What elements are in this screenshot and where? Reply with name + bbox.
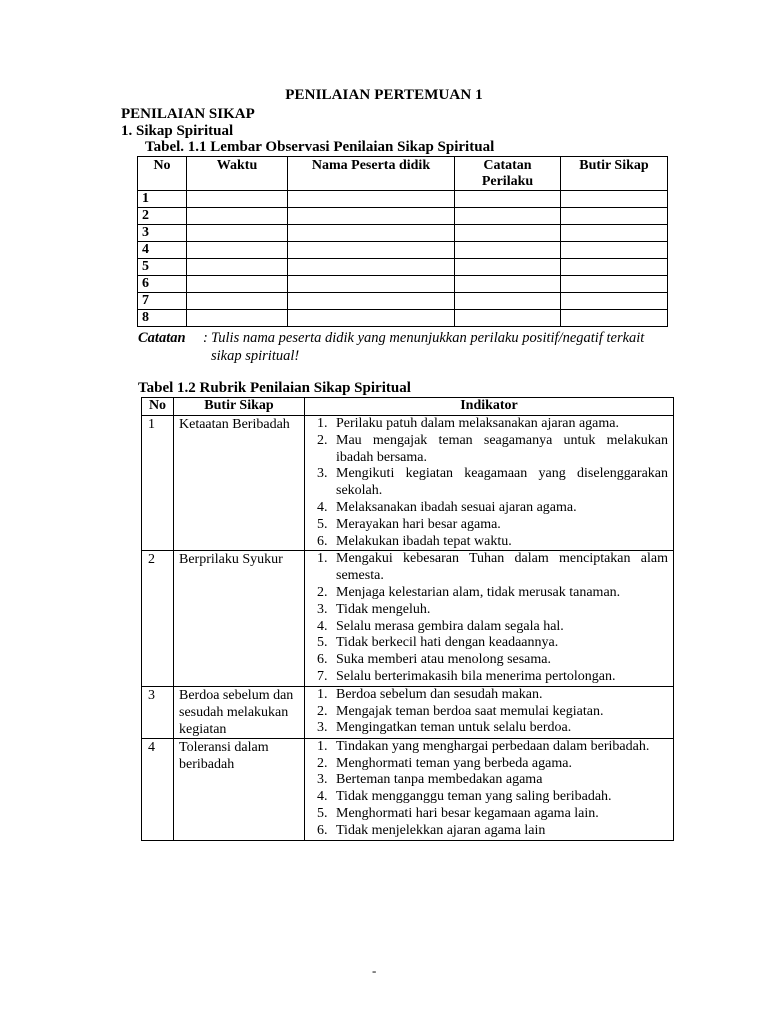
table-row — [138, 259, 668, 276]
indikator-item: 4. Tidak mengganggu teman yang saling beribadah. — [331, 789, 668, 806]
table-row — [138, 225, 668, 242]
cell-waktu — [187, 208, 288, 225]
table1-caption: Tabel. 1.1 Lembar Observasi Penilaian Sikap Spiritual — [145, 139, 495, 155]
header-nama-peserta: Nama Peserta didik — [288, 157, 455, 191]
indikator-cell — [305, 738, 674, 840]
indikator-item: 6. Suka memberi atau menolong sesama. — [331, 652, 668, 669]
indikator-item: 3. Tidak mengeluh. — [331, 602, 668, 619]
cell-nama — [288, 191, 455, 208]
cell-butir — [561, 208, 668, 225]
cell-nama — [288, 310, 455, 327]
header-catatan-line1: Catatan — [483, 158, 532, 173]
row-number: 4 — [138, 242, 187, 259]
indikator-list — [311, 739, 668, 840]
cell-butir — [561, 259, 668, 276]
indikator-item: 2. Mengajak teman berdoa saat memulai kegiatan. — [331, 704, 668, 721]
row-number: 1 — [138, 191, 187, 208]
table-row — [142, 686, 674, 738]
indikator-cell — [305, 416, 674, 551]
cell-nama — [288, 208, 455, 225]
indikator-item: 2. Menghormati teman yang berbeda agama. — [331, 756, 668, 773]
cell-butir — [561, 276, 668, 293]
row-number: 3 — [138, 225, 187, 242]
table-row — [138, 276, 668, 293]
cell-butir — [561, 310, 668, 327]
indikator-item: 2. Menjaga kelestarian alam, tidak merusak tanaman. — [331, 585, 668, 602]
observation-table — [137, 156, 668, 327]
row-number: 6 — [138, 276, 187, 293]
cell-butir — [561, 242, 668, 259]
page-title: PENILAIAN PERTEMUAN 1 — [285, 87, 483, 103]
butir-sikap-cell: Berdoa sebelum dan sesudah melakukan kegiatan — [174, 686, 305, 738]
cell-catatan — [455, 276, 561, 293]
indikator-item: 1. Tindakan yang menghargai perbedaan dalam beribadah. — [331, 739, 668, 756]
cell-nama — [288, 225, 455, 242]
cell-waktu — [187, 276, 288, 293]
indikator-item: 5. Menghormati hari besar kegamaan agama lain. — [331, 806, 668, 823]
row-number: 8 — [138, 310, 187, 327]
indikator-item: 7. Selalu berterimakasih bila menerima pertolongan. — [331, 669, 668, 686]
note-text-line1: Tulis nama peserta didik yang menunjukkan perilaku positif/negatif terkait — [211, 330, 645, 346]
cell-nama — [288, 242, 455, 259]
row-number: 2 — [138, 208, 187, 225]
indikator-cell — [305, 686, 674, 738]
row-number: 5 — [138, 259, 187, 276]
note-colon: : — [203, 330, 208, 346]
cell-catatan — [455, 242, 561, 259]
header-catatan-perilaku — [455, 157, 561, 191]
row-number: 4 — [142, 738, 174, 840]
indikator-item: 1. Mengakui kebesaran Tuhan dalam menciptakan alam semesta. — [331, 551, 668, 585]
subsection-title: 1. Sikap Spiritual — [121, 123, 234, 139]
indikator-item: 5. Tidak berkecil hati dengan keadaannya. — [331, 635, 668, 652]
cell-nama — [288, 276, 455, 293]
rubric-table — [141, 397, 674, 841]
indikator-item: 3. Mengikuti kegiatan keagamaan yang diselenggarakan sekolah. — [331, 466, 668, 500]
indikator-item: 1. Berdoa sebelum dan sesudah makan. — [331, 687, 668, 704]
cell-catatan — [455, 310, 561, 327]
cell-waktu — [187, 259, 288, 276]
header-indikator: Indikator — [305, 398, 674, 416]
butir-sikap-cell: Ketaatan Beribadah — [174, 416, 305, 551]
cell-waktu — [187, 191, 288, 208]
indikator-item: 3. Mengingatkan teman untuk selalu berdoa. — [331, 720, 668, 737]
table-row — [138, 208, 668, 225]
table-row — [138, 293, 668, 310]
header-no: No — [142, 398, 174, 416]
cell-catatan — [455, 225, 561, 242]
row-number: 3 — [142, 686, 174, 738]
indikator-item: 6. Melakukan ibadah tepat waktu. — [331, 534, 668, 551]
section-title: PENILAIAN SIKAP — [121, 106, 255, 122]
table-row — [138, 242, 668, 259]
page-marker: - — [372, 963, 377, 978]
note-text-line2: sikap spiritual! — [211, 348, 300, 364]
indikator-list — [311, 551, 668, 685]
table2-caption: Tabel 1.2 Rubrik Penilaian Sikap Spiritual — [138, 380, 411, 396]
cell-nama — [288, 293, 455, 310]
cell-butir — [561, 293, 668, 310]
indikator-item: 4. Melaksanakan ibadah sesuai ajaran agama. — [331, 500, 668, 517]
table-row — [142, 551, 674, 686]
header-waktu: Waktu — [187, 157, 288, 191]
header-no: No — [138, 157, 187, 191]
row-number: 2 — [142, 551, 174, 686]
table-header-row — [138, 157, 668, 191]
table-row — [142, 738, 674, 840]
cell-catatan — [455, 293, 561, 310]
indikator-cell — [305, 551, 674, 686]
cell-butir — [561, 191, 668, 208]
cell-catatan — [455, 259, 561, 276]
table-row — [138, 191, 668, 208]
table-header-row — [142, 398, 674, 416]
indikator-list — [311, 687, 668, 737]
header-butir-sikap: Butir Sikap — [174, 398, 305, 416]
cell-butir — [561, 225, 668, 242]
cell-waktu — [187, 293, 288, 310]
indikator-item: 2. Mau mengajak teman seagamanya untuk melakukan ibadah bersama. — [331, 433, 668, 467]
cell-waktu — [187, 242, 288, 259]
indikator-item: 3. Berteman tanpa membedakan agama — [331, 772, 668, 789]
header-catatan-line2: Perilaku — [481, 174, 534, 189]
table-row — [138, 310, 668, 327]
indikator-item: 6. Tidak menjelekkan ajaran agama lain — [331, 823, 668, 840]
indikator-item: 1. Perilaku patuh dalam melaksanakan ajaran agama. — [331, 416, 668, 433]
indikator-item: 4. Selalu merasa gembira dalam segala hal. — [331, 619, 668, 636]
cell-catatan — [455, 208, 561, 225]
cell-nama — [288, 259, 455, 276]
row-number: 7 — [138, 293, 187, 310]
note-label: Catatan — [138, 330, 186, 346]
table-row — [142, 416, 674, 551]
indikator-item: 5. Merayakan hari besar agama. — [331, 517, 668, 534]
header-butir-sikap: Butir Sikap — [561, 157, 668, 191]
row-number: 1 — [142, 416, 174, 551]
cell-catatan — [455, 191, 561, 208]
table1-note — [138, 330, 678, 365]
cell-waktu — [187, 225, 288, 242]
butir-sikap-cell: Berprilaku Syukur — [174, 551, 305, 686]
cell-waktu — [187, 310, 288, 327]
butir-sikap-cell: Toleransi dalam beribadah — [174, 738, 305, 840]
indikator-list — [311, 416, 668, 550]
